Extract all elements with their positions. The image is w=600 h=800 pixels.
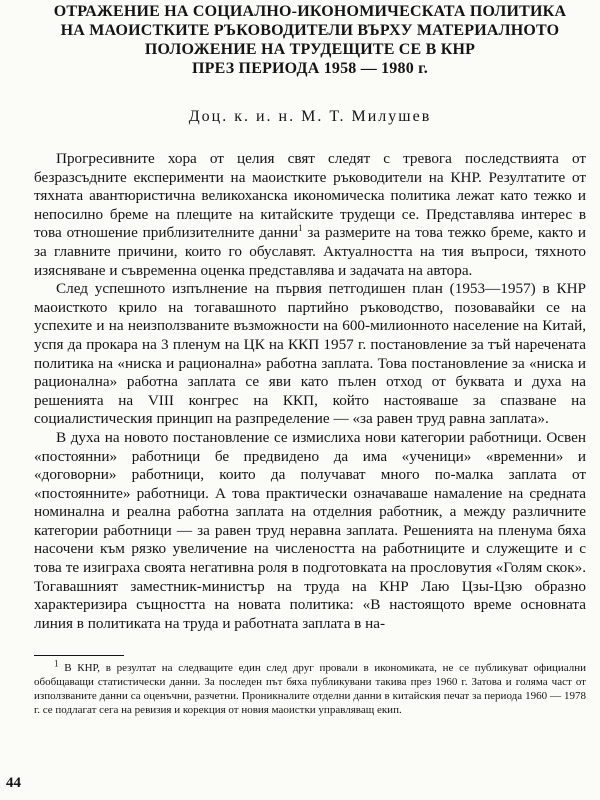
article-body	[34, 150, 586, 633]
paragraph-1	[34, 150, 586, 280]
title-line: ПОЛОЖЕНИЕ НА ТРУДЕЩИТЕ СЕ В КНР	[144, 41, 476, 58]
article-title	[34, 2, 586, 78]
footnote	[34, 658, 586, 717]
title-line: НА МАОИСТКИТЕ РЪКОВОДИТЕЛИ ВЪРХУ МАТЕРИАЛНОТО	[60, 22, 560, 39]
paragraph-1-text-a: Прогресивните хора от целия свят следят с тревога последствията от безразсъдните експерименти на маоистките ръководители на КНР. Резултатите от тяхната авантюристична великоханска икономическа политика лежат като тежко и непосилно бреме на плещите на китайските трудещи се. Представлява интерес в това отношение приблизителните данни	[34, 150, 586, 242]
paragraph-3: В духа на новото постановление се измислиха нови категории работници. Освен «постоянни» работници бе предвидено да има «ученици» «временни» и «договорни» работници, които да получават много по-малка заплата от «постоянните» работници. А това практически означаваше намаление на средната номинална и реална работна заплата на отделния работник, а между различните категории работници — за равен труд неравна заплата. Решенията на пленума бяха насочени към рязко увеличение на числеността на работниците и служещите и с това те изиграха своята негативна роля в подготовката на прословутия «Голям скок». Тогавашният заместник-министър на труда на КНР Лаю Цзы-Цзю образно характеризира същността на новата политика: «В настоящото време основната линия в политиката на труда и работната заплата в на-	[34, 428, 586, 632]
footnote-marker: 1	[54, 658, 59, 669]
page-number: 44	[6, 775, 21, 791]
title-line: ОТРАЖЕНИЕ НА СОЦИАЛНО-ИКОНОМИЧЕСКАТА ПОЛИТИКА	[53, 3, 567, 20]
paragraph-2: След успешното изпълнение на първия петгодишен план (1953—1957) в КНР маоисткото крило на тогавашното партийно ръководство, позовавайки се на успехите и на неизползваните възможности на 600-милионното население на Китай, успя да прокара на 3 пленум на ЦК на ККП 1957 г. постановление за тъй наречената политика на «ниска и рационална» работна заплата. Това постановление за «ниска и рационална» работна заплата се яви като пълен отход от буквата и духа на решенията на VIII конгрес на ККП, който настояваше за спазване на социалистическия принцип на разпределение — «за равен труд равна заплата».	[34, 280, 586, 428]
author-line: Доц. к. и. н. М. Т. Милушев	[188, 108, 432, 125]
footnote-divider	[34, 655, 124, 656]
paragraph-1-text-b: за размерите на това тежко бреме, както и за главните причини, които го обуславят. Актуалността на тия въпроси, тяхното изясняване и съвременна оценка представлява и задачата на автора.	[34, 224, 586, 279]
footnote-text: В КНР, в резултат на следващите един след друг провали в икономиката, не се публикуват официални обобщаващи статистически данни. За последен път бяха публикувани такива през 1960 г. Затова и голяма част от използваните данни са оценъчни, разчетни. Проникналите отделни данни в китайския печат за периода 1960 — 1978 г. се подлагат сега на ревизия и корекция от новия маоистки управляващ екип.	[34, 662, 586, 717]
title-line: ПРЕЗ ПЕРИОДА 1958 — 1980 г.	[192, 60, 428, 77]
footnote-reference: 1	[298, 223, 303, 234]
